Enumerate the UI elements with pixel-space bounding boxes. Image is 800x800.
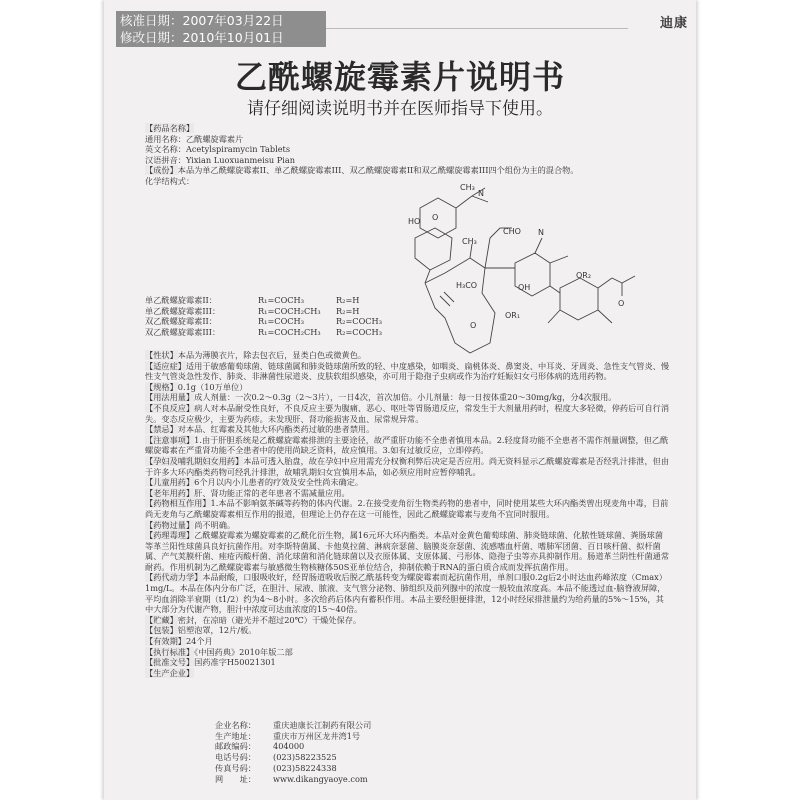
label-h3co: H₃CO: [456, 281, 478, 290]
generic-name: 通用名称：乙酰螺旋霉素片: [145, 133, 244, 144]
label-n-right: N: [538, 228, 544, 237]
document-title: 乙酰螺旋霉素片说明书: [234, 58, 565, 96]
company-row: 网 址： www.dikangyaoye.com: [215, 773, 368, 784]
label-cho: CHO: [503, 227, 521, 236]
pinyin-name: 汉语拼音：Yixian Luoxuanmeisu Pian: [145, 154, 296, 165]
sugar-ring-right-2: [560, 278, 598, 320]
section-approval: 【批准文号】国药准字H50021301: [145, 657, 276, 668]
document-subtitle: 请仔细阅读说明书并在医师指导下使用。: [247, 99, 553, 119]
company-row: 电话号码： (023)58223525: [215, 752, 337, 763]
section-manufacturer: 【生产企业】: [145, 667, 195, 678]
section-children: 【儿童用药】6个月以内小儿患者的疗效及安全性尚未确定。: [145, 477, 364, 488]
section-elderly: 【老年用药】肝、肾功能正常的老年患者不需减量应用。: [145, 487, 350, 498]
section-contraindications: 【禁忌】对本品、红霉素及其他大环内酯类药过敏的患者禁用。: [145, 424, 375, 435]
company-row: 企业名称： 重庆迪康长江制药有限公司: [215, 720, 372, 730]
section-spec: 【规格】0.1g（10万单位）: [145, 381, 248, 392]
structure-label: 化学结构式：: [145, 175, 195, 186]
sections-body: [145, 350, 670, 678]
revise-date: 修改日期：2010年10月01日: [120, 30, 284, 45]
brand-logo: 迪康: [659, 16, 688, 31]
label-ch3-mid: CH₃: [462, 237, 477, 246]
label-oh: OH: [518, 283, 531, 292]
date-box: [116, 11, 326, 47]
section-storage: 【贮藏】密封，在凉暗（避光并不超过20℃）干燥处保存。: [145, 614, 362, 625]
chemical-structure-diagram: [400, 178, 650, 358]
component-row: 双乙酰螺旋霉素II： R₁=COCH₃ R₂=COCH₃: [145, 316, 382, 327]
label-o-right: O: [618, 299, 625, 308]
section-interactions: 【药物相互作用】1.本品不影响氨茶碱等药物的体内代谢。2.在接受麦角衍生物类药物的患者中，同时使用某些大环内酯类曾出现麦角中毒，目前尚无麦角与乙酰螺旋霉素相互作用的报道，但理论上仍存在这一可能性，因此乙酰螺旋霉素与麦角不宜同时服用。: [145, 498, 669, 519]
section-pharmacology: 【药理毒理】乙酰螺旋霉素为螺旋霉素的乙酰化衍生物，属16元环大环内酯类。本品对金黄色葡萄球菌、肺炎链球菌、化脓性链球菌、粪肠球菌等革兰阳性球菌具良好抗菌作用。对李斯特菌属、卡他莫拉菌、淋病奈瑟菌、脑膜炎奈瑟菌、流感嗜血杆菌、嗜肺军团菌、百日咳杆菌、拟杆菌属、产气荚膜杆菌、痤疮丙酸杆菌、消化球菌和消化链球菌以及衣原体属、支原体属、弓形体、隐孢子虫等亦具抑制作用。肠道革兰阴性杆菌通常耐药。作用机制为乙酰螺旋霉素与敏感微生物核糖体50S亚单位结合，抑制依赖于RNA的蛋白质合成而发挥抗菌作用。: [145, 530, 670, 572]
component-row: 单乙酰螺旋霉素II： R₁=COCH₃ R₂=H: [145, 295, 360, 305]
section-validity: 【有效期】24个月: [145, 636, 213, 647]
label-ho-top: HO: [408, 217, 421, 226]
label-or2: OR₂: [576, 271, 592, 280]
section-overdose: 【药物过量】尚不明确。: [145, 519, 236, 530]
section-indications: 【适应症】适用于敏感葡萄球菌、链球菌属和肺炎链球菌所致的轻、中度感染，如咽炎、扁桃体炎、鼻窦炎、中耳炎、牙周炎、急性支气管炎、慢性支气管炎急性发作、肺炎、非淋菌性尿道炎、皮肤软组织感染，亦可用于隐孢子虫病或作为治疗妊娠妇女弓形体病的选用药物。: [145, 360, 670, 382]
company-row: 传真号码： (023)58224338: [215, 762, 337, 773]
section-standard: 【执行标准】《中国药典》2010年版二部: [145, 646, 293, 657]
label-or1: OR₁: [505, 311, 521, 320]
label-ch3-top: CH₃: [460, 183, 475, 192]
section-pregnancy: 【孕妇及哺乳期妇女用药】本品可透入胎盘，故在孕妇中应用需充分权衡利弊后决定是否应用。尚无资料显示乙酰螺旋霉素是否经乳汁排泄，但由于许多大环内酯类药物可经乳汁排泄，故哺乳期妇女宜慎用本品，如必须应用时应暂停哺乳。: [145, 455, 670, 477]
label-o-top: O: [432, 213, 439, 222]
ingredients-text: 本品为单乙酰螺旋霉素II、单乙酰螺旋霉素III、双乙酰螺旋霉素II和双乙酰螺旋霉素III四个组份为主的混合物。: [177, 165, 579, 176]
sugar-ring-2: [415, 228, 452, 270]
header-rule: [326, 28, 628, 29]
company-info: [215, 720, 371, 784]
label-o-lactone: O: [470, 321, 477, 330]
section-package: 【包装】铝塑泡罩，12片/板。: [145, 625, 257, 636]
section-adverse: 【不良反应】病人对本品耐受性良好，不良反应主要为腹痛、恶心、呕吐等胃肠道反应，常发生于大剂量用药时，程度大多轻微，停药后可自行消失。变态反应极少，主要为药疹。未发现肝、肾功能损害及血、尿常规异常。: [145, 402, 670, 424]
drug-name-tag: 【药品名称】: [145, 123, 195, 133]
components-table: [145, 295, 416, 337]
section-dosage: 【用法用量】成人剂量：一次0.2～0.3g（2～3片），一日4次，首次加倍。小儿剂量：每一日按体重20～30mg/kg，分4次服用。: [145, 392, 617, 403]
component-row: 单乙酰螺旋霉素III： R₁=COCH₂CH₃ R₂=H: [145, 305, 360, 316]
company-row: 邮政编码： 404000: [215, 741, 305, 752]
label-n-top: N: [478, 189, 484, 198]
section-property: 【性状】本品为薄膜衣片，除去包衣后，显类白色或微黄色。: [145, 350, 367, 360]
section-precautions: 【注意事项】1.由于肝胆系统是乙酰螺旋霉素排泄的主要途径，故严重肝功能不全患者慎用本品。2.轻度肾功能不全患者不需作剂量调整，但乙酰螺旋霉素在严重肾功能不全患者中的使用尚缺乏资料，故应慎用。3.如有过敏反应，立即停药。: [145, 434, 669, 456]
macrolactone-ring: [425, 258, 495, 353]
ingredients-tag: 【成份】: [145, 165, 178, 176]
component-row: 双乙酰螺旋霉素III： R₁=COCH₂CH₃ R₂=COCH₃: [145, 326, 382, 337]
approve-date: 核准日期：2007年03月22日: [120, 13, 284, 28]
english-name: 英文名称：Acetylspiramycin Tablets: [145, 144, 291, 155]
company-row: 生产地址： 重庆市万州区龙井湾1号: [215, 730, 361, 741]
section-pharmacokinetics: 【药代动力学】本品耐酸，口服吸收好，经胃肠道吸收后脱乙酰基转变为螺旋霉素而起抗菌作用，单剂口服0.2g后2小时达血药峰浓度（Cmax）1mg/L。本品在体内分布广泛，在胆汁、尿液、脓液、支气管分泌物、肺组织及前列腺中的浓度一般较血浓度高。本品不能透过血-脑脊液屏障，平均血消除半衰期（t1/2）约为4～8小时。多次给药后体内有蓄积作用。本品主要经胆便排泄，12小时经尿排泄量约为给药量的5%～15%，其中大部分为代谢产物，胆汁中浓度可达血浓度的15～40倍。: [145, 572, 667, 615]
